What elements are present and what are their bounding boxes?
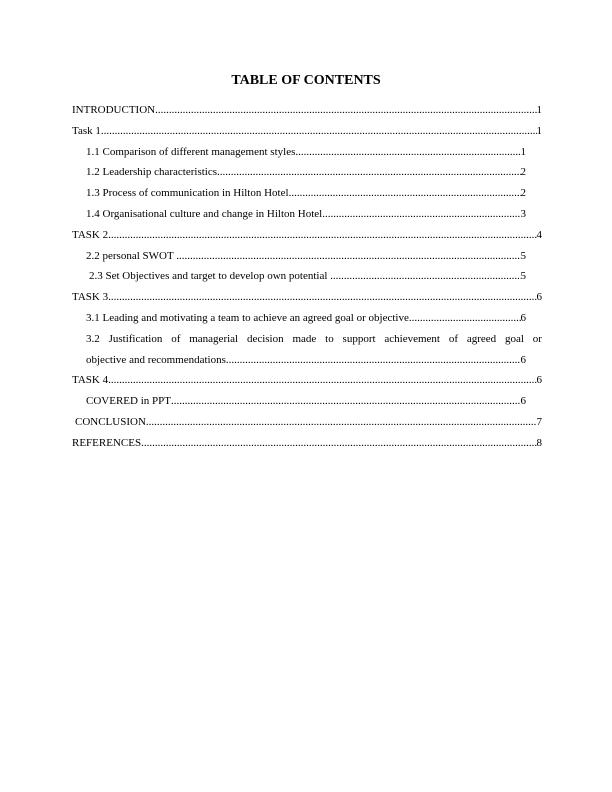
toc-page-number: 6 [520, 353, 526, 366]
toc-word: or [532, 332, 542, 345]
toc-entry-references[interactable] [72, 433, 542, 454]
toc-entry-label: 1.1 Comparison of different management styles [86, 145, 296, 158]
toc-word: made [292, 332, 317, 345]
toc-page-number: 8 [536, 436, 542, 449]
toc-word: achievement [384, 332, 440, 345]
toc-entry-covered-in-ppt[interactable] [86, 391, 526, 412]
dot-leader [155, 100, 536, 121]
toc-word: managerial [189, 332, 239, 345]
toc-page-number: 1 [536, 104, 542, 116]
dot-leader [108, 225, 536, 246]
toc-entry-1-2[interactable] [86, 162, 526, 183]
dot-leader [295, 142, 520, 163]
toc-entry-label: CONCLUSION [75, 415, 146, 428]
toc-entry-label: 1.2 Leadership characteristics [86, 166, 218, 179]
toc-entry-label: TASK 3 [72, 291, 109, 304]
toc-entry-label: 2.3 Set Objectives and target to develop own potential [89, 270, 331, 283]
toc-entry-label: 2.2 personal SWOT [86, 249, 177, 262]
toc-entry-label-line-1 [86, 329, 542, 350]
dot-leader [176, 246, 520, 267]
toc-word: of [171, 332, 181, 345]
toc-entry-1-3[interactable] [86, 183, 526, 204]
dot-leader [322, 204, 520, 225]
toc-entry-2-2[interactable] [86, 246, 526, 267]
toc-page-number: 6 [520, 311, 526, 324]
toc-page-number: 5 [520, 270, 526, 283]
dot-leader [171, 391, 521, 412]
toc-entry-label: 1.4 Organisational culture and change in Hilton Hotel [86, 207, 323, 220]
toc-page-number: 6 [536, 374, 542, 387]
toc-page-number: 5 [520, 249, 526, 262]
dot-leader [101, 121, 537, 142]
toc-word: Justification [108, 332, 163, 345]
toc-page-number: 3 [520, 207, 526, 220]
dot-leader [217, 162, 520, 183]
toc-entry-3-1[interactable] [86, 308, 526, 329]
toc-page-number: 2 [520, 166, 526, 179]
dot-leader [141, 433, 536, 454]
toc-entry-label: TASK 4 [72, 374, 109, 387]
toc-title: TABLE OF CONTENTS [231, 73, 381, 88]
dot-leader [146, 412, 537, 433]
toc-entry-task-1[interactable] [72, 121, 542, 142]
dot-leader [226, 350, 521, 371]
toc-entry-1-1[interactable] [86, 142, 526, 163]
toc-entry-task-3[interactable] [72, 287, 542, 308]
toc-entry-label: objective and recommendations [86, 353, 226, 366]
toc-entry-label: 1.3 Process of communication in Hilton Hotel [86, 187, 289, 200]
toc-entry-conclusion[interactable] [75, 412, 542, 433]
toc-word: 3.2 [86, 332, 100, 345]
toc-page-number: 6 [536, 291, 542, 304]
dot-leader [108, 370, 536, 391]
toc-entry-3-2[interactable] [86, 329, 542, 371]
dot-leader [289, 183, 521, 204]
toc-entry-label: INTRODUCTION [72, 104, 156, 116]
toc-entry-introduction[interactable] [72, 100, 542, 121]
toc-page-number: 4 [536, 228, 542, 241]
toc-entry-label: COVERED in PPT [86, 395, 171, 408]
toc-page-number: 7 [536, 415, 542, 428]
toc-entry-label: Task 1 [72, 124, 101, 137]
toc-page-number: 6 [520, 395, 526, 408]
toc-entry-label: REFERENCES [72, 436, 142, 449]
toc-word: decision [246, 332, 284, 345]
toc-entry-label-line-2 [86, 350, 526, 371]
toc-entry-1-4[interactable] [86, 204, 526, 225]
toc-page-number: 2 [520, 187, 526, 200]
toc-word: goal [505, 332, 524, 345]
toc-word: agreed [466, 332, 497, 345]
toc-page-number: 1 [520, 145, 526, 158]
toc-entry-label: 3.1 Leading and motivating a team to achieve an agreed goal or objective [86, 311, 409, 324]
toc-word: support [342, 332, 376, 345]
toc-entry-task-2[interactable] [72, 225, 542, 246]
dot-leader [108, 287, 536, 308]
toc-entry-label: TASK 2 [72, 228, 109, 241]
toc-list [72, 100, 542, 454]
toc-entry-task-4[interactable] [72, 370, 542, 391]
toc-page-number: 1 [536, 124, 542, 137]
toc-word: of [448, 332, 458, 345]
toc-entry-2-3[interactable] [89, 266, 526, 287]
dot-leader [330, 266, 520, 287]
dot-leader [409, 308, 521, 329]
toc-word: to [325, 332, 334, 345]
